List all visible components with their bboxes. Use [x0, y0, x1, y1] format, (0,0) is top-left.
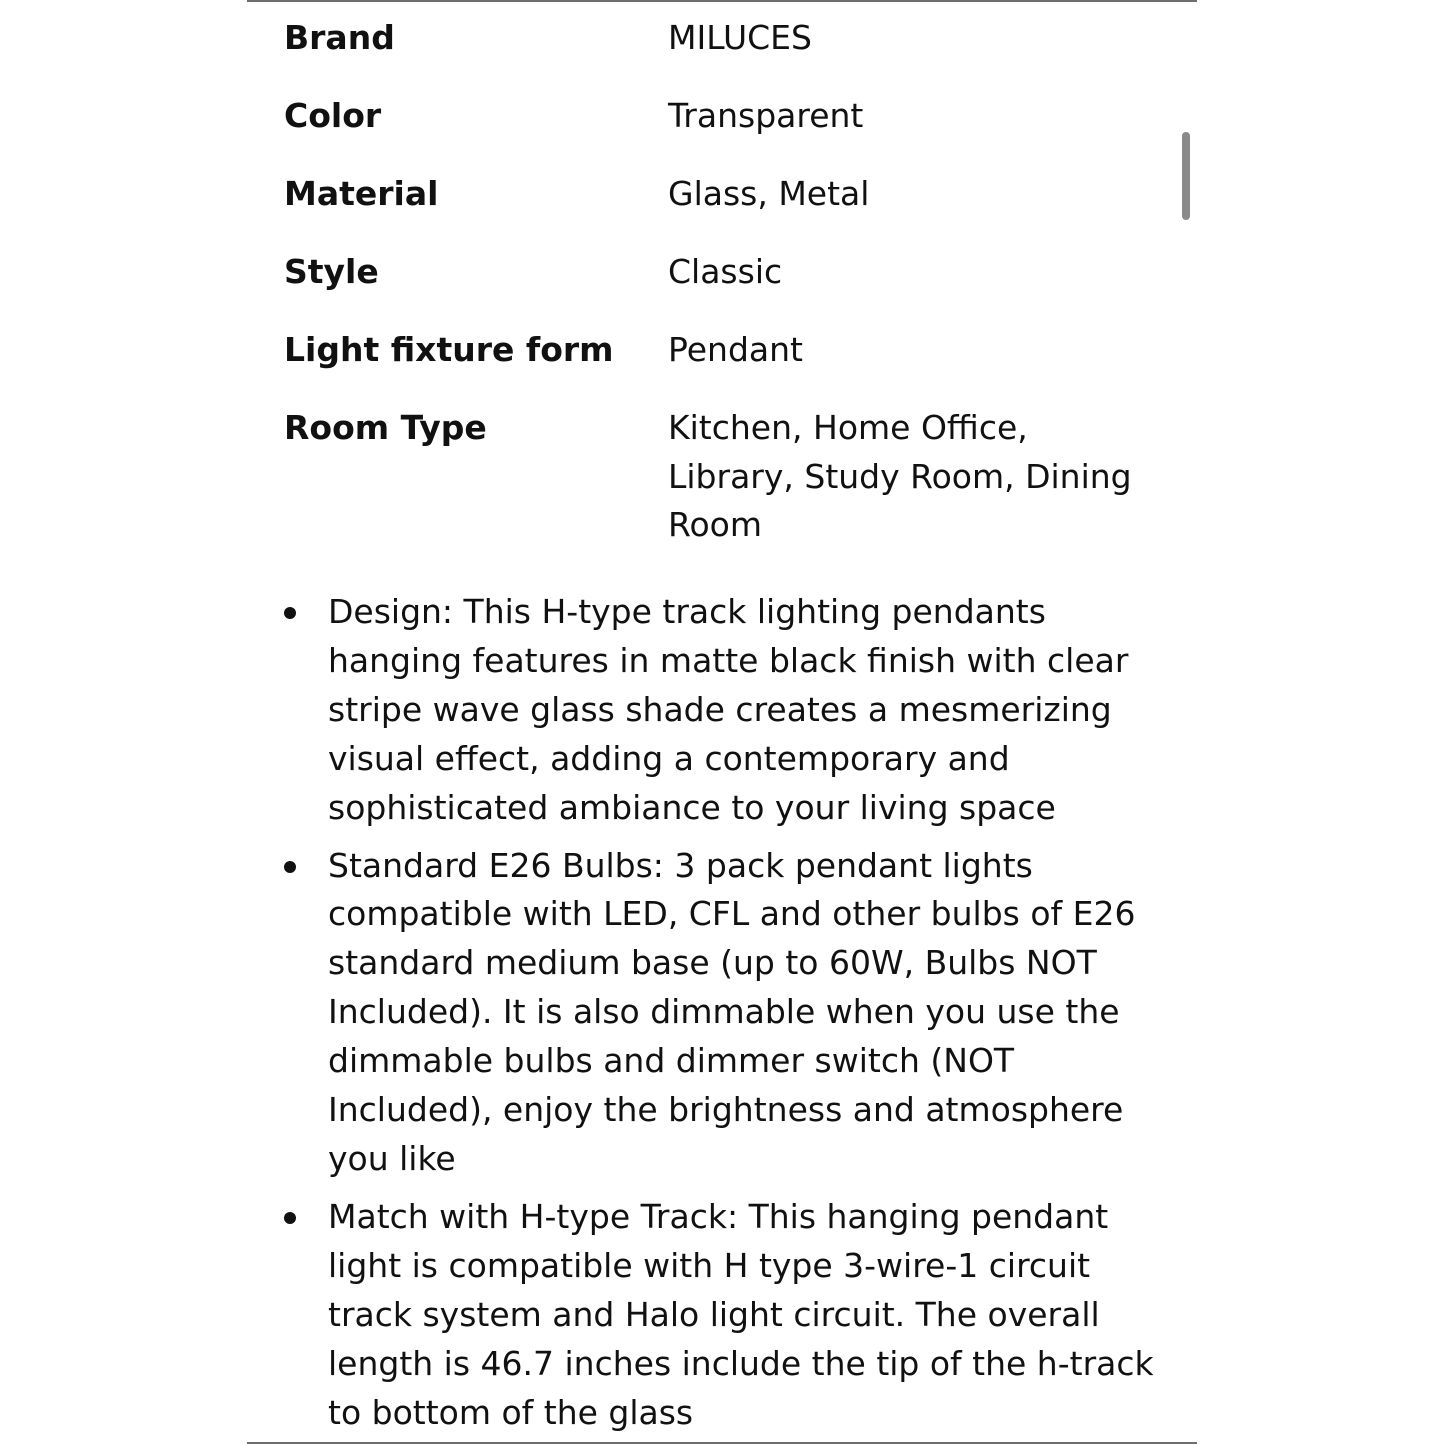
- bullet-dot-icon: [284, 1212, 296, 1224]
- spec-row-style: [284, 236, 1164, 314]
- spec-value: Classic: [668, 252, 783, 291]
- spec-row-material: [284, 158, 1164, 236]
- spec-row-room-type: [284, 392, 1164, 550]
- bullet-dot-icon: [284, 607, 296, 619]
- spec-label: Brand: [284, 18, 395, 57]
- feature-bullet-text: Match with H-type Track: This hanging pendant light is compatible with H type 3-wire-1 circuit track system and Halo light circuit. The overall length is 46.7 inches include the tip of the h-track to bottom of the glass: [328, 1196, 1154, 1432]
- spec-table: [284, 2, 1164, 550]
- spec-label: Light fixture form: [284, 330, 614, 369]
- scrollbar-thumb[interactable]: [1182, 132, 1190, 220]
- spec-row-light-fixture-form: [284, 314, 1164, 392]
- spec-value: Kitchen, Home Office, Library, Study Room, Dining Room: [668, 408, 1132, 544]
- spec-value: Pendant: [668, 330, 803, 369]
- feature-bullet-list: [281, 588, 1171, 1444]
- feature-bullet-text: Design: This H-type track lighting pendants hanging features in matte black finish with clear stripe wave glass shade creates a mesmerizing visual effect, adding a contemporary and sophisticated ambiance to your living space: [328, 592, 1129, 827]
- feature-bullet: [281, 588, 1171, 833]
- spec-row-brand: [284, 2, 1164, 80]
- spec-label: Style: [284, 252, 379, 291]
- bullet-dot-icon: [284, 861, 296, 873]
- spec-value: Transparent: [668, 96, 864, 135]
- spec-value: MILUCES: [668, 18, 812, 57]
- feature-bullet-text: Standard E26 Bulbs: 3 pack pendant lights compatible with LED, CFL and other bulbs of E26 standard medium base (up to 60W, Bulbs NOT Included). It is also dimmable when you use the dimmable bulbs and dimmer switch (NOT Included), enjoy the brightness and atmosphere you like: [328, 845, 1136, 1178]
- spec-value: Glass, Metal: [668, 174, 870, 213]
- feature-bullet: [281, 1193, 1171, 1438]
- feature-bullet: [281, 842, 1171, 1184]
- spec-row-color: [284, 80, 1164, 158]
- spec-label: Material: [284, 174, 439, 213]
- product-details-panel: [247, 0, 1197, 1444]
- spec-label: Color: [284, 96, 382, 135]
- spec-label: Room Type: [284, 408, 487, 447]
